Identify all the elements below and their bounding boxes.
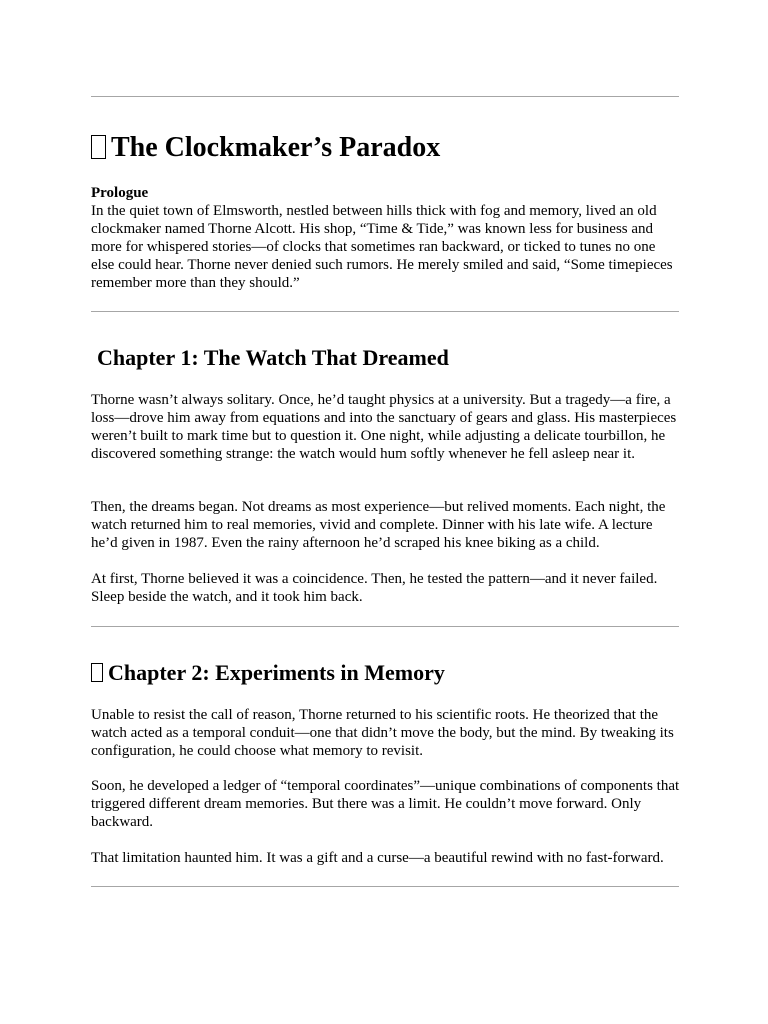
missing-glyph-icon — [91, 663, 103, 682]
document-title-text: The Clockmaker’s Paradox — [111, 132, 441, 163]
prologue-paragraph: In the quiet town of Elmsworth, nestled between hills thick with fog and memory, lived an old clockmaker named Thorne Alcott. His shop, “Time & Tide,” was known less for business and more for whispered stories—of clocks that sometimes ran backward, or ticked to tunes no one else could hear. Thorne never denied such rumors. He merely smiled and said, “Some timepieces remember more than they should.” — [91, 203, 673, 291]
chapter-1-paragraph: Then, the dreams began. Not dreams as most experience—but relived moments. Each night, the watch returned him to real memories, vivid and complete. Dinner with his late wife. A lecture he’d given in 1987. Even the rainy afternoon he’d scraped his knee biking as a child. — [91, 499, 666, 551]
document-title — [91, 131, 440, 165]
missing-glyph-icon — [91, 135, 106, 159]
chapter-2-paragraph: Soon, he developed a ledger of “temporal coordinates”—unique combinations of components that triggered different dream memories. But there was a limit. He couldn’t move forward. Only backward. — [91, 778, 680, 830]
chapter-1-heading: Chapter 1: The Watch That Dreamed — [97, 345, 449, 370]
chapter-2-paragraph: That limitation haunted him. It was a gift and a curse—a beautiful rewind with no fast-forward. — [91, 850, 664, 866]
chapter-1-paragraph: At first, Thorne believed it was a coincidence. Then, he tested the pattern—and it never failed. Sleep beside the watch, and it took him back. — [91, 571, 658, 605]
chapter-2-paragraph: Unable to resist the call of reason, Thorne returned to his scientific roots. He theorized that the watch acted as a temporal conduit—one that didn’t move the body, but the mind. By tweaking its configuration, he could choose what memory to revisit. — [91, 707, 674, 759]
horizontal-rule — [91, 886, 679, 887]
horizontal-rule — [91, 96, 679, 97]
chapter-2-heading-text: Chapter 2: Experiments in Memory — [108, 660, 445, 685]
chapter-1-paragraph: Thorne wasn’t always solitary. Once, he’d taught physics at a university. But a tragedy—a fire, a loss—drove him away from equations and into the sanctuary of gears and glass. His masterpieces weren’t built to mark time but to question it. One night, while adjusting a delicate tourbillon, he discovered something strange: the watch would hum softly whenever he fell asleep near it. — [91, 392, 677, 462]
horizontal-rule — [91, 311, 679, 312]
prologue-heading: Prologue — [91, 185, 149, 201]
horizontal-rule — [91, 626, 679, 627]
chapter-2-heading — [91, 659, 445, 687]
